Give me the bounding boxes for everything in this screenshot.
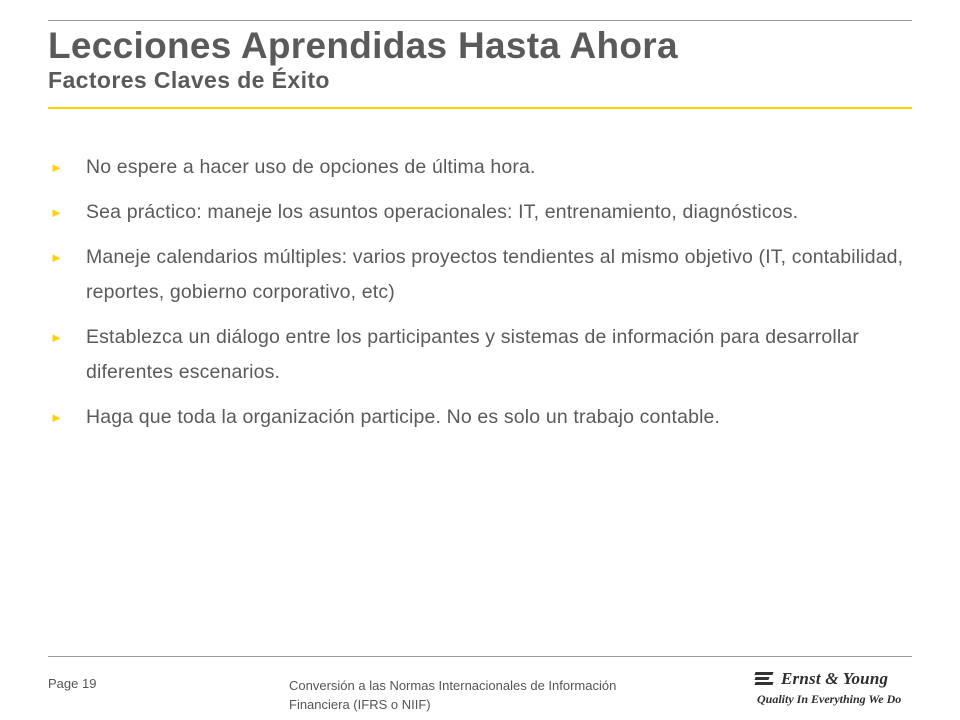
triangle-right-icon: ► [50, 330, 64, 345]
ernst-young-logo [755, 668, 915, 712]
bullet-item [48, 400, 912, 435]
logo-tagline: Quality In Everything We Do [757, 692, 902, 706]
triangle-right-icon: ► [50, 410, 64, 425]
bullet-text: Maneje calendarios múltiples: varios proyectos tendientes al mismo objetivo (IT, contabilidad, reportes, gobierno corporativo, etc) [86, 246, 904, 303]
bullet-list [48, 150, 912, 445]
bullet-item [48, 240, 912, 310]
triangle-right-icon: ► [50, 160, 64, 175]
logo-bars-icon [755, 672, 777, 688]
footer-document-title [289, 676, 616, 714]
bullet-item [48, 320, 912, 390]
footer-title-line-2: Financiera (IFRS o NIIF) [289, 697, 431, 712]
slide-subtitle: Factores Claves de Éxito [48, 67, 330, 93]
bullet-item [48, 150, 912, 185]
bullet-text: Establezca un diálogo entre los participantes y sistemas de información para desarrollar diferentes escenarios. [86, 326, 860, 383]
footer-divider [48, 656, 912, 657]
accent-divider [48, 107, 912, 109]
triangle-right-icon: ► [50, 250, 64, 265]
page-number: Page 19 [48, 676, 97, 691]
bullet-text: Sea práctico: maneje los asuntos operacionales: IT, entrenamiento, diagnósticos. [86, 201, 799, 223]
top-divider [48, 20, 912, 21]
bullet-item [48, 195, 912, 230]
triangle-right-icon: ► [50, 205, 64, 220]
bullet-text: Haga que toda la organización participe. No es solo un trabajo contable. [86, 406, 721, 428]
footer-title-line-1: Conversión a las Normas Internacionales de Información [289, 678, 617, 693]
bullet-text: No espere a hacer uso de opciones de última hora. [86, 156, 536, 178]
slide-title: Lecciones Aprendidas Hasta Ahora [48, 25, 678, 66]
logo-wordmark: Ernst & Young [781, 669, 889, 688]
